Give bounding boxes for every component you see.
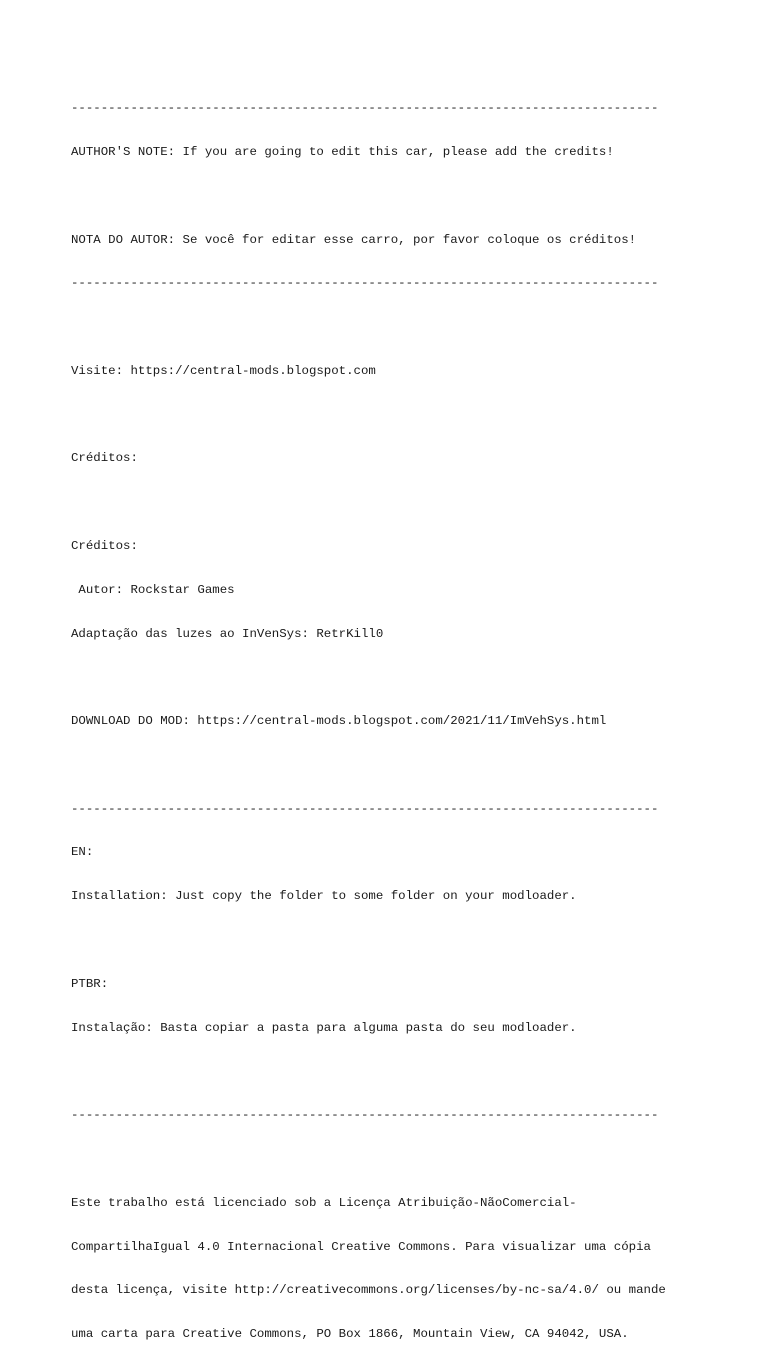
divider: ------------------------------------------------------------------------------- (71, 1108, 659, 1123)
blank-line (71, 933, 751, 948)
install-en-label: EN: (71, 845, 94, 860)
blank-line (71, 1064, 751, 1079)
credits-heading: Créditos: (71, 451, 138, 466)
blank-line (71, 189, 751, 204)
divider: ------------------------------------------------------------------------------- (71, 276, 659, 291)
author-note-pt: NOTA DO AUTOR: Se você for editar esse carro, por favor coloque os créditos! (71, 232, 637, 247)
blank-line (71, 495, 751, 510)
text-document (71, 72, 751, 1356)
blank-line (71, 758, 751, 773)
blank-line (71, 408, 751, 423)
blank-line (71, 670, 751, 685)
install-pt-label: PTBR: (71, 976, 109, 991)
credit-adaptation: Adaptação das luzes ao InVenSys: RetrKill0 (71, 626, 384, 641)
license-line: uma carta para Creative Commons, PO Box 1866, Mountain View, CA 94042, USA. (71, 1327, 629, 1342)
install-pt-text: Instalação: Basta copiar a pasta para alguma pasta do seu modloader. (71, 1020, 577, 1035)
visit-link: Visite: https://central-mods.blogspot.com (71, 363, 376, 378)
license-line: CompartilhaIgual 4.0 Internacional Creative Commons. Para visualizar uma cópia (71, 1239, 651, 1254)
blank-line (71, 320, 751, 335)
blank-line (71, 1152, 751, 1167)
author-note-en: AUTHOR'S NOTE: If you are going to edit this car, please add the credits! (71, 144, 614, 159)
license-line: Este trabalho está licenciado sob a Licença Atribuição-NãoComercial- (71, 1195, 577, 1210)
license-line: desta licença, visite http://creativecommons.org/licenses/by-nc-sa/4.0/ ou mande (71, 1283, 666, 1298)
download-link: DOWNLOAD DO MOD: https://central-mods.blogspot.com/2021/11/ImVehSys.html (71, 714, 607, 729)
install-en-text: Installation: Just copy the folder to some folder on your modloader. (71, 889, 577, 904)
credits-heading: Créditos: (71, 539, 138, 553)
divider: ------------------------------------------------------------------------------- (71, 101, 659, 116)
divider: ------------------------------------------------------------------------------- (71, 801, 659, 816)
credit-author: Autor: Rockstar Games (71, 582, 235, 597)
